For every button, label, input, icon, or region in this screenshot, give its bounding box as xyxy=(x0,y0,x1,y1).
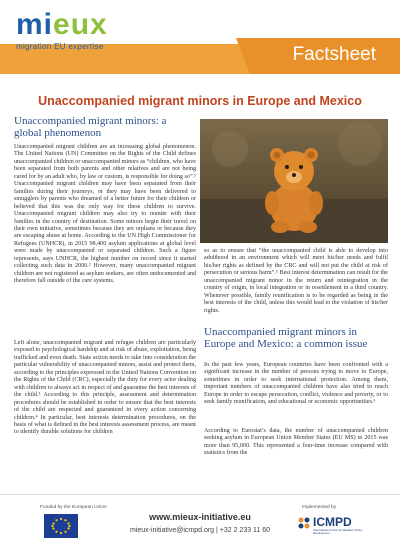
section-heading-global: Unaccompanied migrant minors: a global phenomenon xyxy=(14,115,167,139)
factsheet-label: Factsheet xyxy=(292,44,376,65)
teddy-bear-photo xyxy=(200,119,388,243)
logo-x: eux xyxy=(53,8,108,41)
teddy-bear-illustration xyxy=(200,119,388,243)
icmpd-subtitle: International Centre for Migration Policy Development xyxy=(313,528,363,536)
contact-info[interactable]: mieux-initiative@icmpd.org | +32 2 233 11 60 xyxy=(129,527,271,534)
implemented-by-label: Implemented by xyxy=(302,505,337,510)
paragraph-global-2: Left alone, unaccompanied migrant and refugee children are particularly exposed to psychological hardship and at risk of abuse, exploitation, being trafficked and even death. State action needs to take into consideration the particular vulnerability of unaccompanied minors, assist and protect them, according to the principles expressed in the United Nations Convention on the Rights of the Child (CRC), especially the duty for every actor dealing with children to always act in respect of and guarantee the best interests of the child.³ According to this principle, assessment and determination procedures should be established in order to ensure that the best interests of the child are respected and guaranteed in every action concerning children.⁴ In particular, best interests determination procedures, on the basis of what is defined in the best interests assessment process, are meant to identify durable solutions for children xyxy=(14,340,196,436)
paragraph-europe-2: According to Eurostat’s data, the number of unaccompanied children seeking asylum in European Union Member States (EU MS) in 2015 was more than 95,000. This represented a four-time increase compared with statistics from the xyxy=(204,428,388,457)
mieux-logo xyxy=(16,10,108,51)
icmpd-logo xyxy=(297,513,377,541)
logo-main: mi xyxy=(16,8,54,41)
page-title: Unaccompanied migrant minors in Europe and Mexico xyxy=(38,94,362,108)
paragraph-global-3: so as to ensure that “the unaccompanied child is able to develop into adulthood in an environment which will meet his/her needs and fulfil his/her rights as defined by the CRC and will not put the child at risk of persecution or serious harm”.⁵ Best interest determination can result for the unaccompanied migrant minor in the return and reintegration in the country of origin, in local integration or in resettlement in a third country. Whenever possible, family reunification is to be regarded as being in the best interests of the child, unless this would lead to the violation of his/her rights. xyxy=(204,248,388,314)
logo-subtitle: migration EU expertise xyxy=(16,42,104,51)
website-link[interactable]: www.mieux-initiative.eu xyxy=(149,512,251,522)
icmpd-wordmark: ICMPD xyxy=(313,515,352,529)
paragraph-europe-1: In the past few years, European countries have been confronted with a significant increase in the number of persons trying to move to Europe, sometimes in order to seek international protection. Among them, important numbers of unaccompanied children have also tried to reach Europe in order to escape persecution, conflict, violence and poverty, or to seek family reunification, and educational or economic opportunities.⁶ xyxy=(204,362,388,406)
paragraph-global-1: Unaccompanied migrant children are an increasing global phenomenon. The United Nations (UN) Committee on the Rights of the Child defines unaccompanied children or unaccompanied minors as “children, who have been separated from both parents and other relatives and are not being cared for by an adult who, by law or custom, is responsible for doing so”.¹ Unaccompanied migrant children may have been separated from their families during their journeys, or they may have been delivered to smugglers by parents who dreamed of a better future for their children or believed that this was the only way for these children to survive. Unaccompanied migrant children may also try to reunite with their families in the country of destination. Some minors begin their travel on their own initiative, sometimes because they are orphans or because they are escaping abuse at home. According to the UN High Commissioner for Refugees (UNHCR), in 2015 98,400 asylum applications at global level were made by unaccompanied or separated children. Such a figure represents, says UNHCR, the highest number on record since it started collecting such data in 2006.² However, many unaccompanied migrant children are not registered as asylum seekers, are often undocumented and therefore fall outside of the care systems. xyxy=(14,144,196,285)
icmpd-mark-icon xyxy=(297,516,311,530)
page-header xyxy=(0,0,400,86)
funded-by-label: Funded by the European Union xyxy=(40,505,107,510)
section-heading-europe-mexico: Unaccompanied migrant minors in Europe and Mexico: a common issue xyxy=(204,326,368,350)
